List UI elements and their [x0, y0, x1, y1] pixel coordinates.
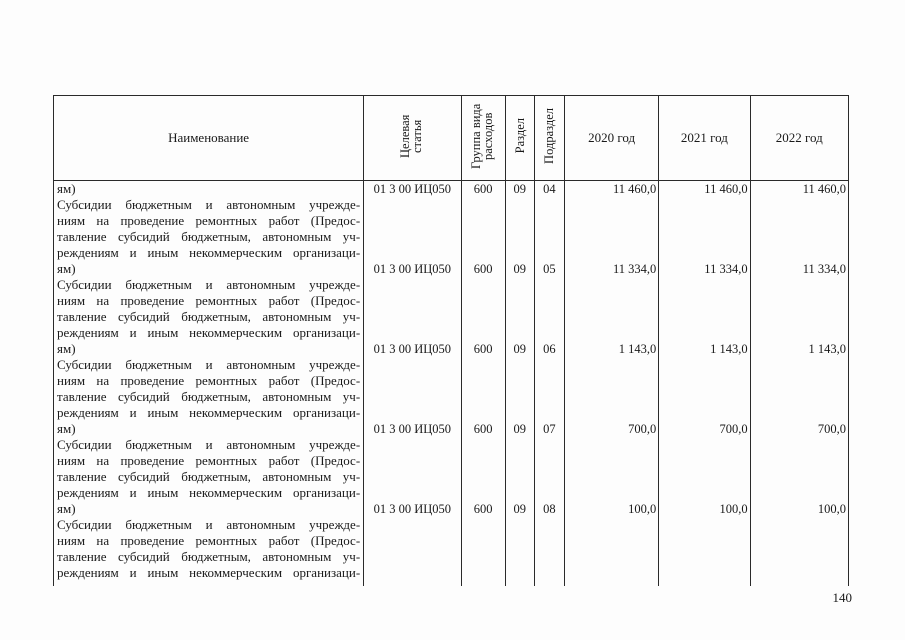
year-2022-column — [750, 181, 848, 586]
section-cell: 09 — [513, 502, 526, 516]
year-2020-cell: 11 334,0 — [612, 262, 657, 276]
year-2020-cell: 100,0 — [628, 502, 657, 516]
name-line: ниям на проведение ремонтных работ (Предос- — [57, 533, 361, 548]
year-2021-cell: 100,0 — [719, 502, 748, 516]
header-name — [54, 96, 364, 181]
section-cell: 09 — [513, 262, 526, 276]
page-number: 140 — [832, 590, 852, 605]
target-article-cell: 01 3 00 ИЦ050 — [373, 262, 452, 276]
year-2021-cell: 1 143,0 — [710, 342, 748, 356]
year-2022-cell: 700,0 — [817, 422, 846, 436]
header-year-2020 — [564, 96, 658, 181]
name-line: ям) — [57, 181, 76, 196]
name-line: тавление субсидий бюджетным, автономным уч- — [57, 469, 361, 484]
year-2021-column — [659, 181, 750, 586]
target-article-cell: 01 3 00 ИЦ050 — [373, 422, 452, 436]
header-subsection-label: Подраздел — [542, 108, 557, 164]
expense-group-cell: 600 — [473, 422, 493, 436]
year-2020-cell: 11 460,0 — [612, 182, 657, 196]
year-2021-cell: 11 334,0 — [704, 262, 748, 276]
header-row — [54, 96, 849, 181]
name-line: ниям на проведение ремонтных работ (Предос- — [57, 293, 361, 308]
section-column — [505, 181, 534, 586]
year-2021-cell: 700,0 — [719, 422, 748, 436]
year-2020-column — [564, 181, 658, 586]
name-line: ниям на проведение ремонтных работ (Предос- — [57, 213, 361, 228]
subsection-cell: 04 — [543, 182, 556, 196]
name-line: ям) — [57, 501, 76, 516]
target-article-cell: 01 3 00 ИЦ050 — [373, 342, 452, 356]
expense-group-cell: 600 — [473, 342, 493, 356]
budget-table — [53, 95, 849, 586]
name-line: Субсидии бюджетным и автономным учрежде- — [57, 437, 361, 452]
name-line: Субсидии бюджетным и автономным учрежде- — [57, 197, 361, 212]
name-line: Субсидии бюджетным и автономным учрежде- — [57, 277, 361, 292]
section-cell: 09 — [513, 342, 526, 356]
target-article-column — [364, 181, 461, 586]
name-column — [54, 181, 364, 586]
name-line: ям) — [57, 421, 76, 436]
header-target-article-label: Целевая статья — [398, 114, 425, 158]
subsection-cell: 06 — [543, 342, 556, 356]
name-line: ям) — [57, 261, 76, 276]
body-row — [54, 181, 849, 586]
name-line: реждениям и иным некоммерческим организаци- — [57, 565, 361, 580]
header-year-2021 — [659, 96, 750, 181]
header-target-article — [364, 96, 461, 181]
expense-group-cell: 600 — [473, 182, 493, 196]
year-2020-cell: 700,0 — [628, 422, 657, 436]
section-cell: 09 — [513, 182, 526, 196]
header-section-label: Раздел — [512, 118, 527, 154]
header-section — [505, 96, 534, 181]
expense-group-cell: 600 — [473, 262, 493, 276]
target-article-cell: 01 3 00 ИЦ050 — [373, 502, 452, 516]
expense-group-cell: 600 — [473, 502, 493, 516]
year-2022-cell: 1 143,0 — [808, 342, 846, 356]
header-subsection — [534, 96, 564, 181]
expense-group-column — [461, 181, 505, 586]
header-name-label: Наименование — [168, 130, 250, 145]
name-line: тавление субсидий бюджетным, автономным уч- — [57, 229, 361, 244]
year-2022-cell: 100,0 — [817, 502, 846, 516]
name-line: ниям на проведение ремонтных работ (Предос- — [57, 373, 361, 388]
name-line: тавление субсидий бюджетным, автономным уч- — [57, 389, 361, 404]
name-line: Субсидии бюджетным и автономным учрежде- — [57, 357, 361, 372]
name-line: ниям на проведение ремонтных работ (Предос- — [57, 453, 361, 468]
header-year-2020-label: 2020 год — [588, 130, 636, 145]
header-year-2022-label: 2022 год — [775, 130, 823, 145]
year-2021-cell: 11 460,0 — [704, 182, 748, 196]
subsection-cell: 08 — [543, 502, 556, 516]
section-cell: 09 — [513, 422, 526, 436]
year-2020-cell: 1 143,0 — [618, 342, 657, 356]
header-expense-group-label: Группа вида расходов — [469, 103, 496, 169]
subsection-cell: 07 — [543, 422, 556, 436]
header-expense-group — [461, 96, 505, 181]
name-line: реждениям и иным некоммерческим организаци- — [57, 245, 361, 260]
target-article-cell: 01 3 00 ИЦ050 — [373, 182, 452, 196]
name-line: реждениям и иным некоммерческим организаци- — [57, 325, 361, 340]
year-2022-cell: 11 334,0 — [802, 262, 846, 276]
name-line: Субсидии бюджетным и автономным учрежде- — [57, 517, 361, 532]
name-line: тавление субсидий бюджетным, автономным уч- — [57, 549, 361, 564]
name-line: ям) — [57, 341, 76, 356]
year-2022-cell: 11 460,0 — [802, 182, 846, 196]
header-year-2022 — [750, 96, 848, 181]
name-line: реждениям и иным некоммерческим организаци- — [57, 405, 361, 420]
name-line: реждениям и иным некоммерческим организаци- — [57, 485, 361, 500]
subsection-cell: 05 — [543, 262, 556, 276]
name-line: тавление субсидий бюджетным, автономным уч- — [57, 309, 361, 324]
subsection-column — [534, 181, 564, 586]
header-year-2021-label: 2021 год — [680, 130, 728, 145]
